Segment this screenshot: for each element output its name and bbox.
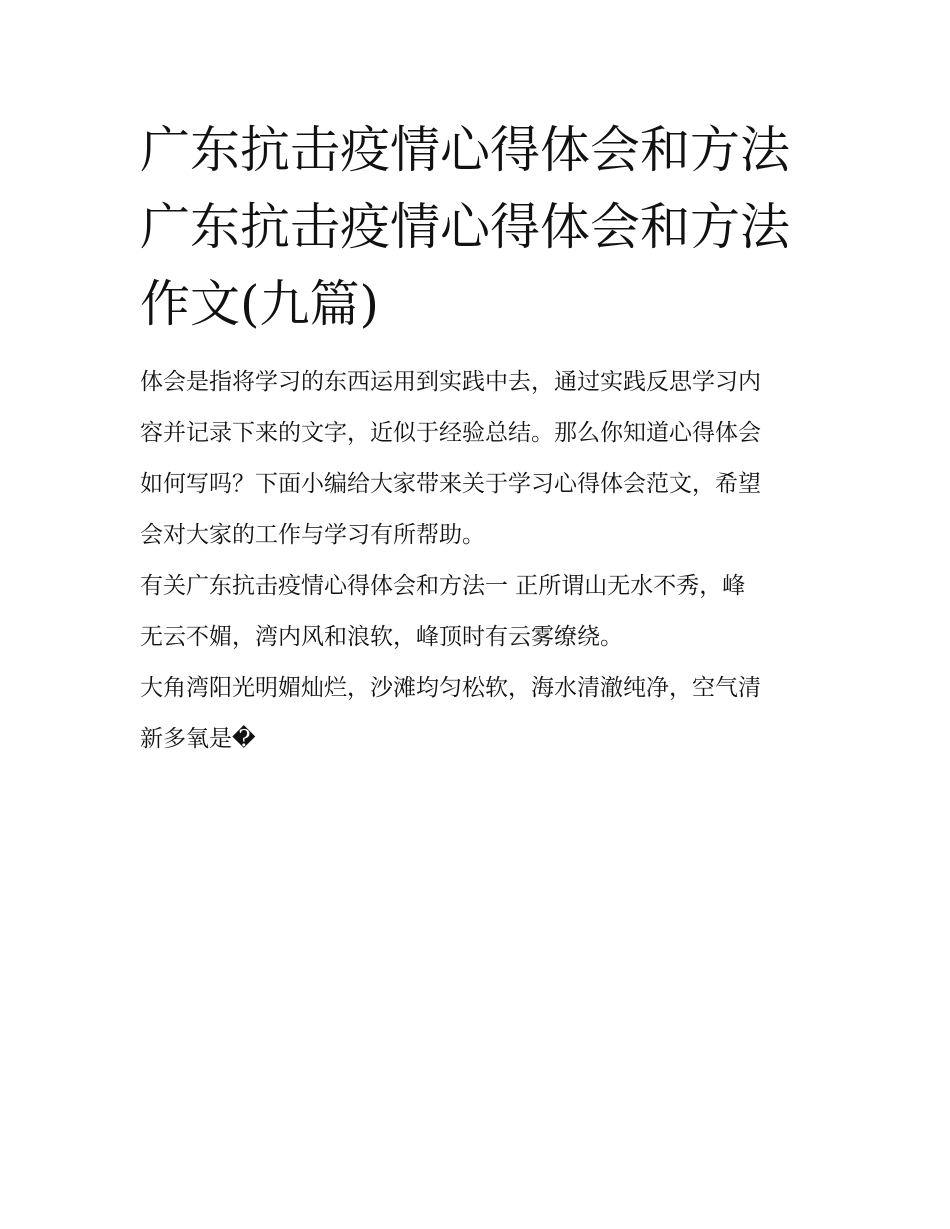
paragraph-section-one: [140, 561, 812, 663]
text-line: 大角湾阳光明媚灿烂，沙滩均匀松软，海水清澈纯净，空气清: [140, 675, 761, 701]
text-line: 容并记录下来的文字，近似于经验总结。那么你知道心得体会: [140, 420, 761, 446]
text-line: 如何写吗？下面小编给大家带来关于学习心得体会范文，希望: [140, 471, 761, 497]
text-line: 有关广东抗击疫情心得体会和方法一 正所谓山无水不秀，峰: [140, 573, 746, 599]
paragraph-dajiao-bay: [140, 663, 812, 765]
text-line: 体会是指将学习的东西运用到实践中去，通过实践反思学习内: [140, 369, 761, 395]
text-line: 会对大家的工作与学习有所帮助。: [140, 522, 485, 548]
title-line: 广东抗击疫情心得体会和方法: [140, 121, 790, 179]
document-body: [140, 357, 812, 765]
title-line: 作文(九篇): [140, 275, 380, 333]
document-page: [140, 112, 812, 765]
text-line: 无云不媚，湾内风和浪软，峰顶时有云雾缭绕。: [140, 624, 623, 650]
paragraph-intro: [140, 357, 812, 561]
text-line: 新多氧是�: [140, 726, 256, 752]
title-line: 广东抗击疫情心得体会和方法: [140, 198, 790, 256]
document-title: [140, 112, 812, 343]
